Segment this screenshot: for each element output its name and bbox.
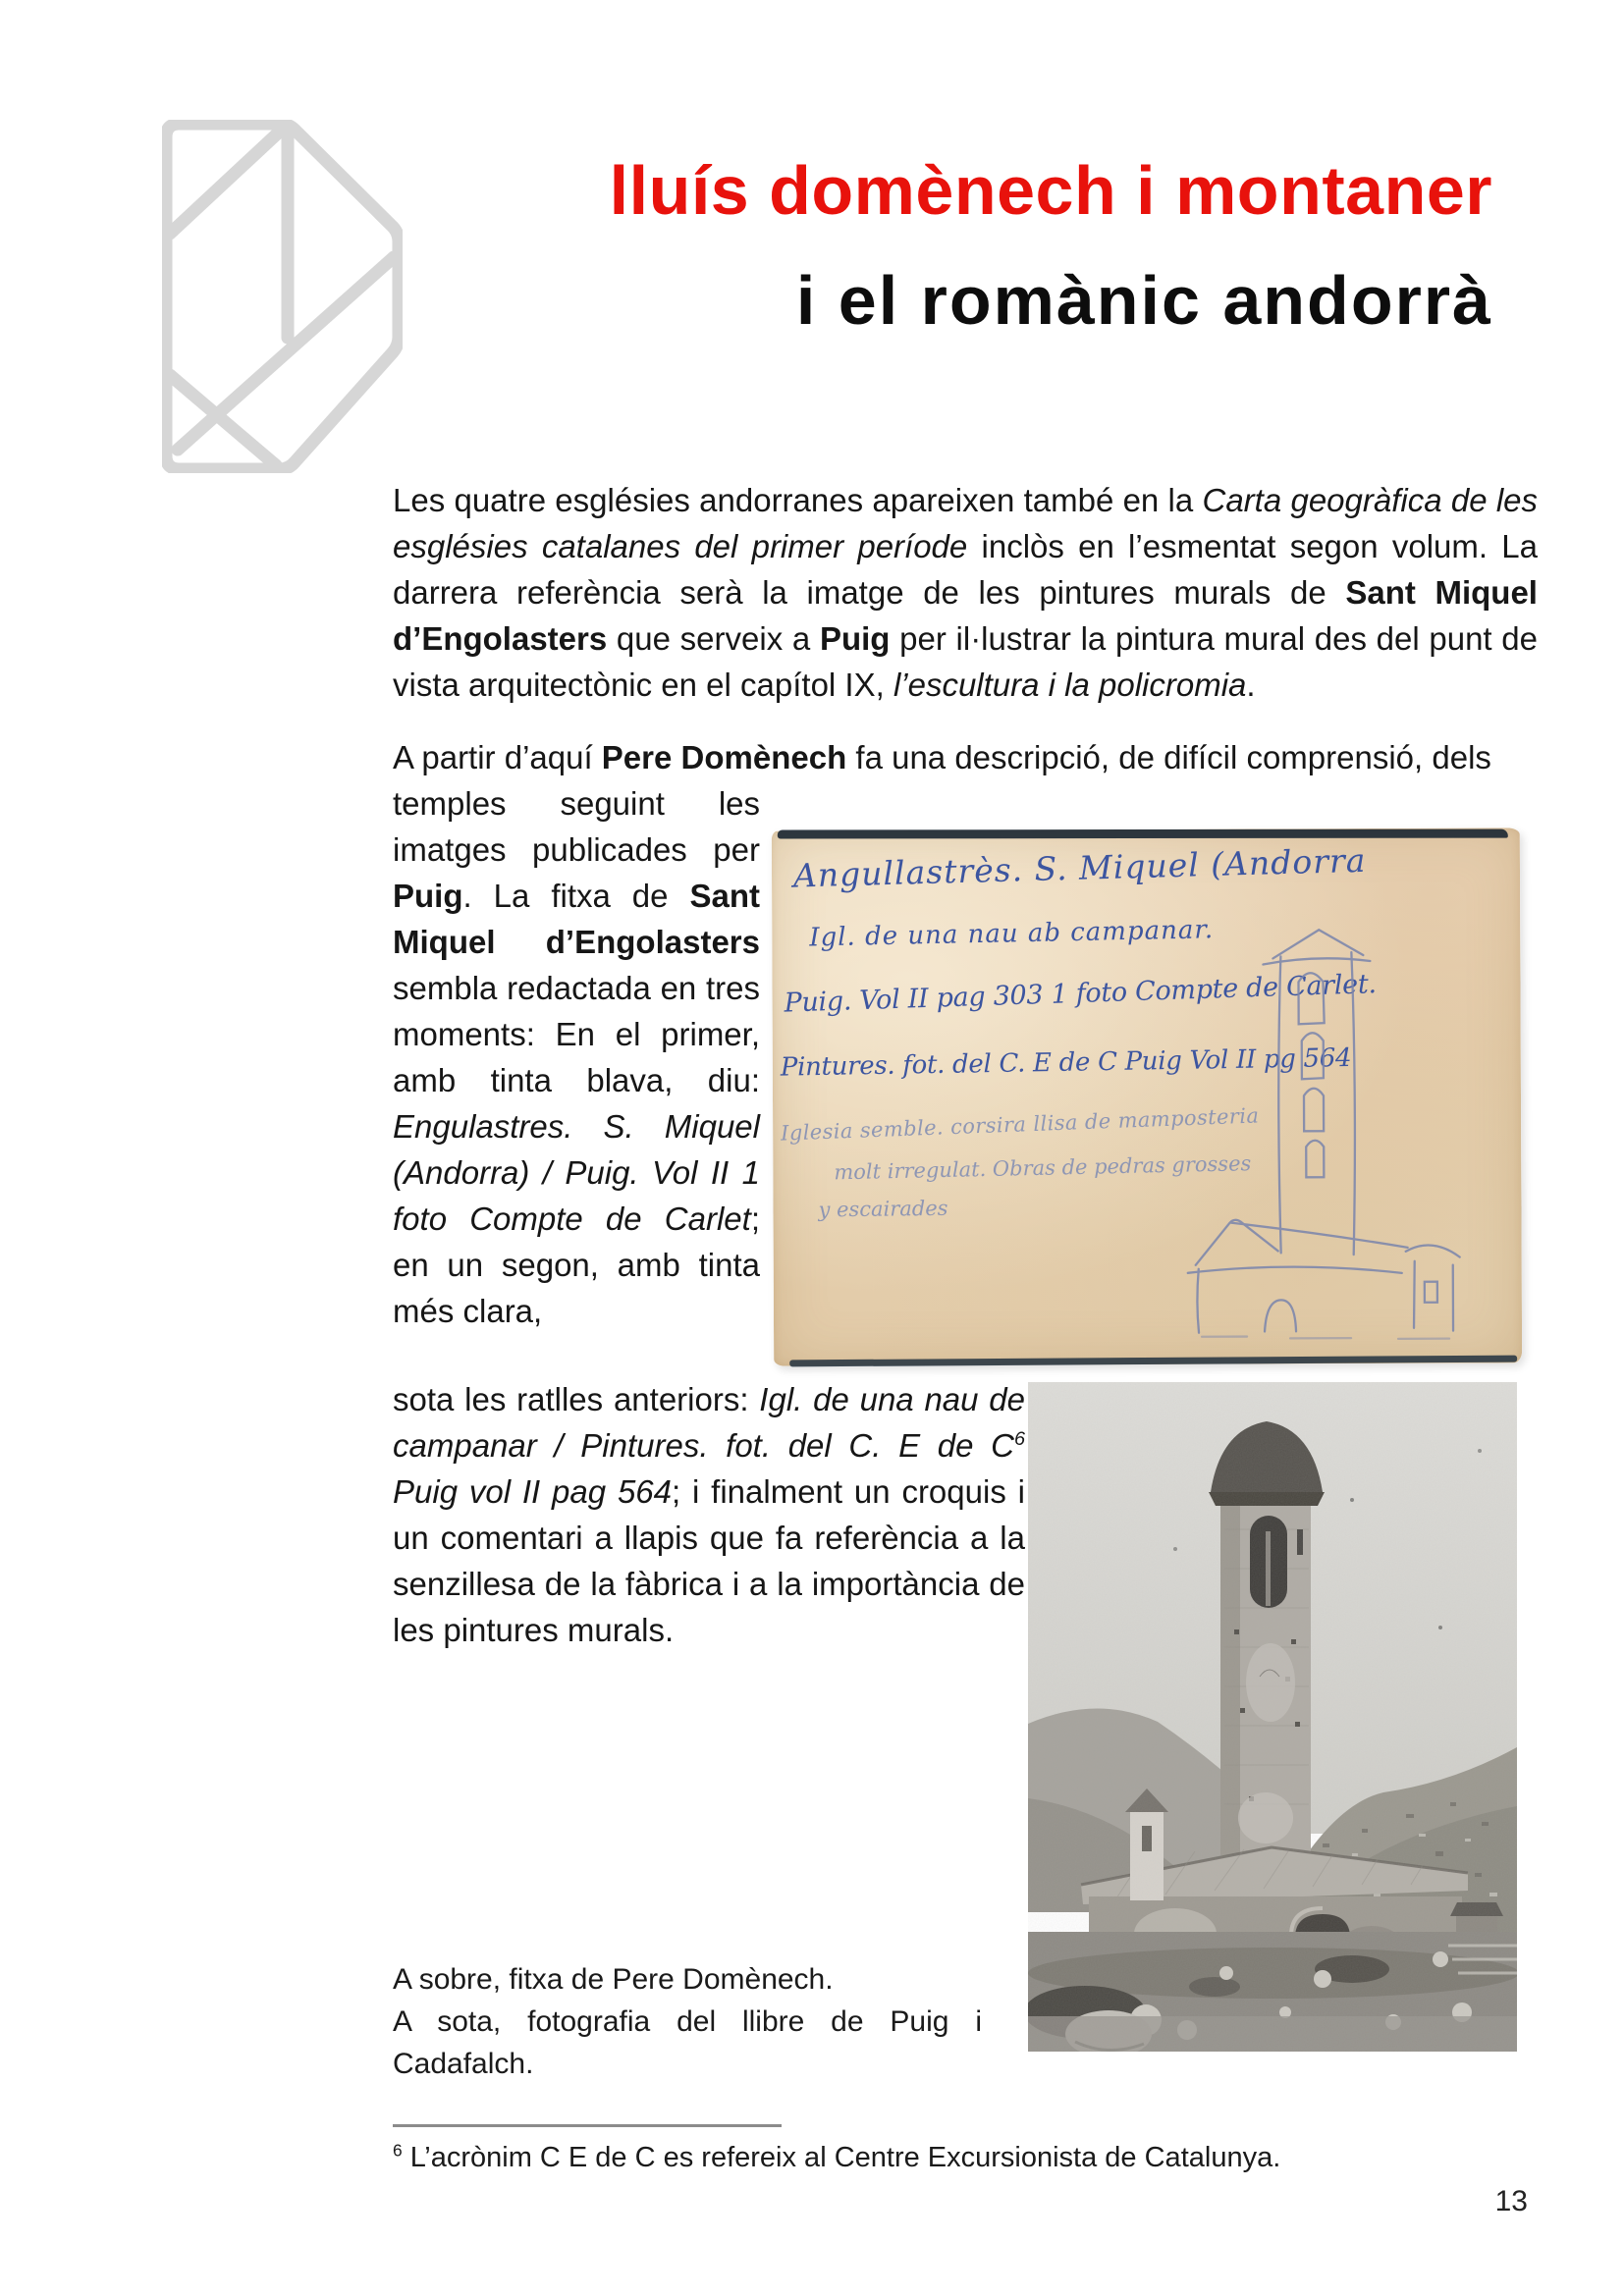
logo-lower-diagonal [170,375,276,465]
sketch-tower-window-2 [1302,1033,1324,1079]
sketch-annex-walls [1414,1261,1453,1331]
footnote-text: L’acrònim C E de C es refereix al Centre Excursionista de Catalunya. [409,2142,1281,2173]
handwriting-line-4: Pintures. fot. del C. E de C Puig Vol II pg 564 [780,1042,1352,1083]
photo-grain-overlay [1028,1382,1517,2052]
logo-upper-diagonal [170,128,284,234]
footnote-marker: 6 [393,2140,403,2161]
sketch-tower-window-4 [1306,1141,1324,1178]
handwriting-line-5: Iglesia semble. corsira llisa de mamposteria [780,1103,1260,1146]
fitxa-scan-image [772,828,1522,1365]
sketch-tower-right-edge [1351,952,1355,1255]
sketch-tower-window-1 [1298,973,1324,1024]
publisher-logo-icon [162,120,403,473]
handwriting-line-1: Angullastrès. S. Miquel (Andorra [792,840,1367,895]
footnote [393,2138,1512,2177]
caption-line-2: A sota, fotografia del llibre de Puig i [393,2005,982,2038]
footnote-divider [393,2124,782,2127]
paragraph-3: sota les ratlles anteriors: Igl. de una nau de campanar / Pintures. fot. del C. E de $C^6$ Puig vol II pag 564; i finalment un croquis i un comentari a llapis que fa referència a la senzillesa de la fàbrica i a la importància de les pintures murals. [393,1381,1025,1648]
handwriting-line-2: Igl. de una nau ab campanar. [808,915,1215,953]
sketch-annex-window [1425,1282,1437,1303]
page-title [610,135,1492,355]
handwriting-line-3: Puig. Vol II pag 303 1 foto Compte de Carlet. [784,969,1378,1019]
paragraph-2-lead-line: A partir d’aquí Pere Domènech fa una descripció, de difícil comprensió, dels [393,739,1491,775]
figure-caption [393,1958,982,2085]
handwriting-line-6: molt irregulat. Obras de pedras grosses [834,1151,1252,1185]
caption-line-3: Cadafalch. [393,2048,534,2080]
church-sketch-drawing [1172,927,1479,1350]
sketch-ground-line [1202,1336,1449,1340]
sketch-annex-roof [1406,1245,1460,1256]
caption-line-1: A sobre, fitxa de Pere Domènech. [393,1963,834,1996]
church-photo [1028,1382,1517,2052]
title-line-1: lluís domènech i montaner [609,152,1492,229]
sketch-tower-eaves [1263,958,1370,964]
sketch-tower-left-edge [1278,956,1282,1253]
title-line-2: i el romànic andorrà [795,262,1492,339]
sketch-tower-window-3 [1304,1089,1324,1132]
sketch-nave-door [1265,1300,1296,1331]
sketch-nave-eave [1188,1266,1402,1274]
paragraph-1: Les quatre esglésies andorranes apareixen també en la Carta geogràfica de les esglésies catalanes del primer període inclòs en l’esmentat segon volum. La darrera referència serà la imatge de les pintures murals de Sant Miquel d’Engolasters que serveix a Puig per il·lustrar la pintura mural des del punt de vista arquitectònic en el capítol IX, l’escultura i la policromia. [393,482,1538,703]
handwriting-line-7: y escairades [818,1196,948,1222]
paragraph-2-narrow-column: temples seguint les imatges publicades per Puig. La fitxa de Sant Miquel d’Engolasters sembla redactada en tres moments: En el primer, amb tinta blava, diu: Engulastres. S. Miquel (Andorra) / Puig. Vol II 1 foto Compte de Carlet; en un segon, amb tinta més clara, [393,785,760,1329]
page-number: 13 [1494,2185,1528,2217]
sketch-nave-left-wall [1197,1269,1199,1333]
sketch-tower-roof [1272,930,1363,958]
